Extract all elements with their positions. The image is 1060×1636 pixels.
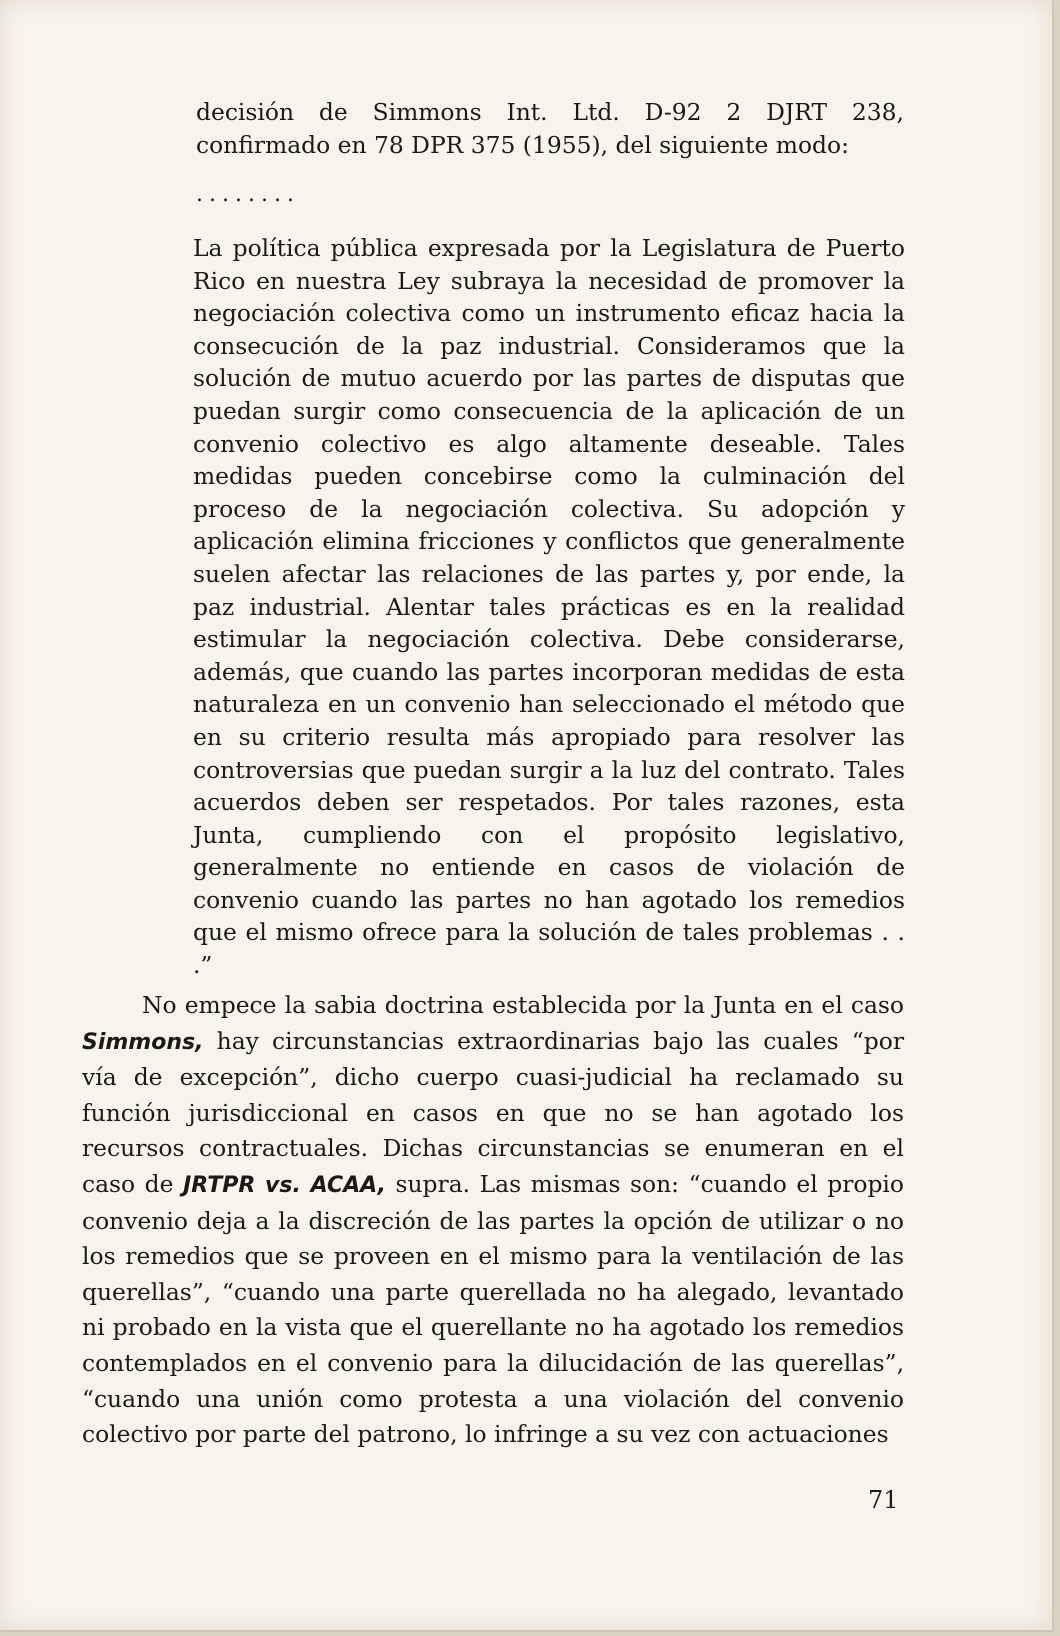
case-name-jrtpr-acaa: JRTPR vs. ACAA, — [183, 1172, 386, 1198]
case-name-simmons: Simmons, — [82, 1029, 204, 1055]
intro-line-2: confirmado en 78 DPR 375 (1955), del siguiente modo: — [196, 131, 849, 159]
body-paragraph — [82, 988, 904, 1453]
page-number: 71 — [868, 1486, 899, 1514]
ellipsis-marker: ........ — [196, 182, 300, 207]
body-text-part-1: No empece la sabia doctrina establecida por la Junta en el caso — [142, 991, 904, 1019]
body-text-part-3: supra. Las mismas son: “cuando el propio convenio deja a la discreción de las partes la opción de utilizar o no los remedios que se proveen en el mismo para la ventilación de las querellas”, “cuando una parte querellada no ha alegado, levantado ni probado en la vista que el querellante no ha agotado los remedios contemplados en el convenio para la dilucidación de las querellas”, “cuando una unión como protesta a una violación del convenio colectivo por parte del patrono, lo infringe a su vez con actuaciones — [82, 1169, 904, 1449]
intro-line-1: decisión de Simmons Int. Ltd. D-92 2 DJRT 238, — [196, 98, 904, 126]
block-quote: La política pública expresada por la Legislatura de Puerto Rico en nuestra Ley subraya la necesidad de promover la negociación colectiva como un instrumento eficaz hacia la consecución de la paz industrial. Consideramos que la solución de mutuo acuerdo por las partes de disputas que puedan surgir como consecuencia de la aplicación de un convenio colectivo es algo altamente deseable. Tales medidas pueden concebirse como la culminación del proceso de la negociación colectiva. Su adopción y aplicación elimina fricciones y conflictos que generalmente suelen afectar las relaciones de las partes y, por ende, la paz industrial. Alentar tales prácticas es en la realidad estimular la negociación colectiva. Debe considerarse, además, que cuando las partes incorporan medidas de esta naturaleza en un convenio han seleccionado el método que en su criterio resulta más apropiado para resolver las controversias que puedan surgir a la luz del contrato. Tales acuerdos deben ser respetados. Por tales razones, esta Junta, cumpliendo con el propósito legislativo, generalmente no entiende en casos de violación de convenio cuando las partes no han agotado los remedios que el mismo ofrece para la solución de tales problemas . . .” — [193, 234, 905, 980]
intro-paragraph — [196, 96, 904, 162]
body-text-part-2: hay circunstancias extraordinarias bajo las cuales “por vía de excepción”, dicho cuerpo cuasi-judicial ha reclamado su función jurisdiccional en casos en que no se han agotado los recursos contractuales. Dichas circunstancias se enumeran en el caso de — [82, 1026, 904, 1198]
